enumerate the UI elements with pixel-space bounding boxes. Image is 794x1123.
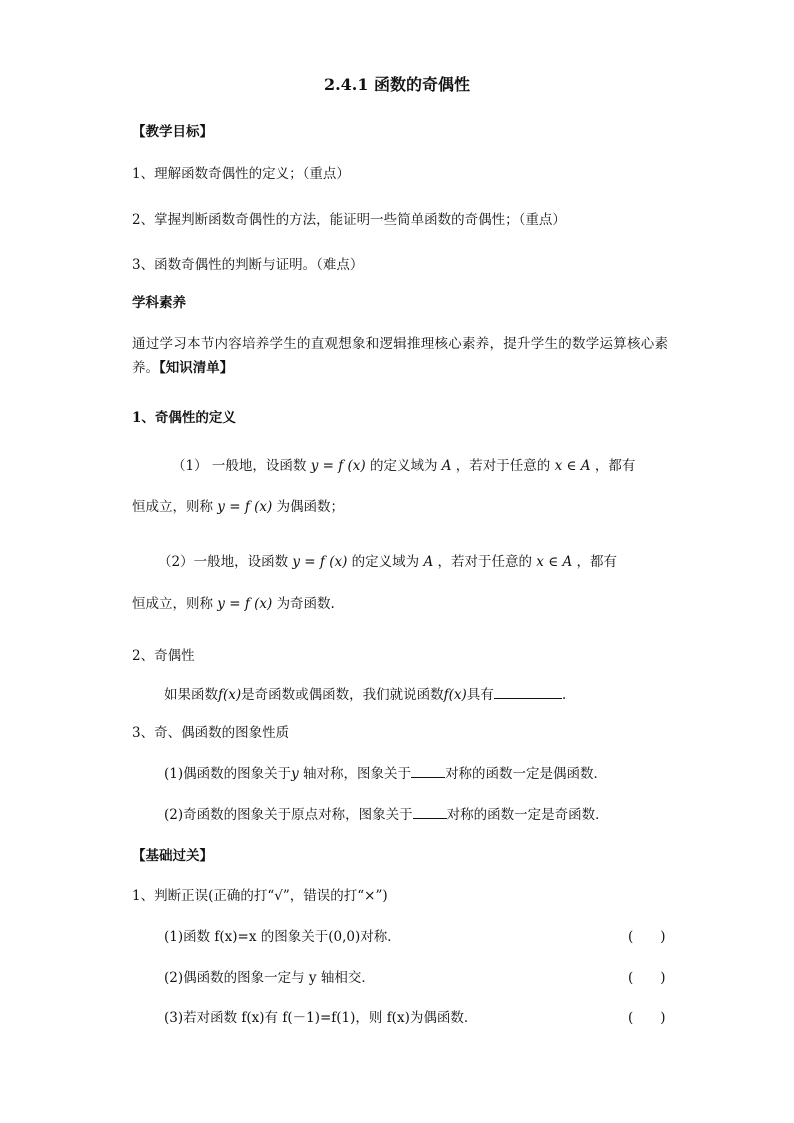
objective-item-1: 1、理解函数奇偶性的定义；（重点） — [132, 166, 350, 182]
definition-odd-line-2 — [132, 594, 335, 614]
question-1: 1、判断正误(正确的打“√”，错误的打“×”) — [132, 888, 388, 904]
math-function: y = f (x) — [217, 596, 273, 612]
page-title: 2.4.1 函数的奇偶性 — [323, 75, 471, 94]
answer-bracket-2: ( ) — [628, 970, 666, 986]
objective-item-3: 3、函数奇偶性的判断与证明。（难点） — [132, 257, 364, 273]
text-part: 为偶函数； — [276, 499, 345, 515]
text-part: 恒成立，则称 — [132, 596, 213, 612]
section-3-heading: 3、奇、偶函数的图象性质 — [132, 725, 290, 741]
text-part: 是奇函数或偶函数，我们就说函数 — [241, 687, 444, 703]
math-fx: f(x) — [443, 687, 467, 703]
knowledge-heading: 【知识清单】 — [159, 360, 234, 376]
fill-blank — [494, 684, 562, 699]
text-part: (2)奇函数的图象关于原点对称，图象关于 — [164, 807, 413, 823]
basics-heading: 【基础过关】 — [132, 848, 213, 864]
math-x-in-a: x ∈ A — [536, 554, 573, 570]
definition-even-line-1 — [172, 456, 635, 476]
judgement-item-1: (1)函数 f(x)=x 的图象关于(0,0)对称． — [164, 929, 401, 945]
text-part: 如果函数 — [164, 687, 218, 703]
text-part: ，若对于任意的 — [455, 458, 551, 474]
text-part: （2）一般地，设函数 — [158, 554, 289, 570]
parity-sentence — [164, 684, 566, 705]
math-set-a: A — [423, 554, 434, 570]
text-part: 的定义域为 — [351, 554, 420, 570]
text-part: 对称的函数一定是奇函数． — [446, 807, 609, 823]
definition-even-line-2 — [132, 497, 344, 517]
text-part: （1） 一般地，设函数 — [172, 458, 307, 474]
literacy-heading: 学科素养 — [132, 295, 186, 311]
answer-bracket-3: ( ) — [628, 1010, 666, 1026]
odd-graph-property — [164, 804, 609, 825]
literacy-paragraph — [132, 332, 668, 380]
objective-item-2: 2、掌握判断函数奇偶性的方法，能证明一些简单函数的奇偶性；（重点） — [132, 212, 566, 228]
section-1-heading: 1、奇偶性的定义 — [132, 410, 236, 426]
fill-blank — [413, 804, 447, 819]
math-fx: f(x) — [218, 687, 242, 703]
text-part: 恒成立，则称 — [132, 499, 213, 515]
even-graph-property — [164, 763, 607, 784]
text-part: 为奇函数. — [276, 596, 335, 612]
text-part: 对称的函数一定是偶函数． — [445, 766, 608, 782]
math-function: y = f (x) — [292, 554, 348, 570]
math-set-a: A — [441, 458, 452, 474]
math-function: y = f (x) — [217, 499, 273, 515]
section-2-heading: 2、奇偶性 — [132, 648, 195, 664]
text-part: 的定义域为 — [369, 458, 438, 474]
judgement-item-2: (2)偶函数的图象一定与 y 轴相交． — [164, 970, 375, 986]
definition-odd-line-1 — [158, 552, 617, 572]
text-part: ，若对于任意的 — [437, 554, 532, 570]
text-part: ，都有 — [594, 458, 636, 474]
math-x-in-a: x ∈ A — [554, 458, 591, 474]
text-part: (1)偶函数的图象关于 — [164, 766, 292, 782]
literacy-text: 通过学习本节内容培养学生的直观想象和逻辑推理核心素养，提升学生的数学运算核心素养。 — [132, 336, 668, 376]
math-function: y = f (x) — [310, 458, 366, 474]
judgement-item-3: (3)若对函数 f(x)有 f(－1)=f(1)，则 f(x)为偶函数． — [164, 1010, 478, 1026]
text-part: 轴对称，图象关于 — [298, 766, 412, 782]
fill-blank — [411, 763, 445, 778]
objectives-heading: 【教学目标】 — [132, 124, 213, 140]
text-part: . — [561, 687, 567, 703]
math-y: y — [291, 766, 299, 782]
answer-bracket-1: ( ) — [628, 929, 666, 945]
text-part: 具有 — [466, 687, 494, 703]
text-part: ，都有 — [576, 554, 618, 570]
